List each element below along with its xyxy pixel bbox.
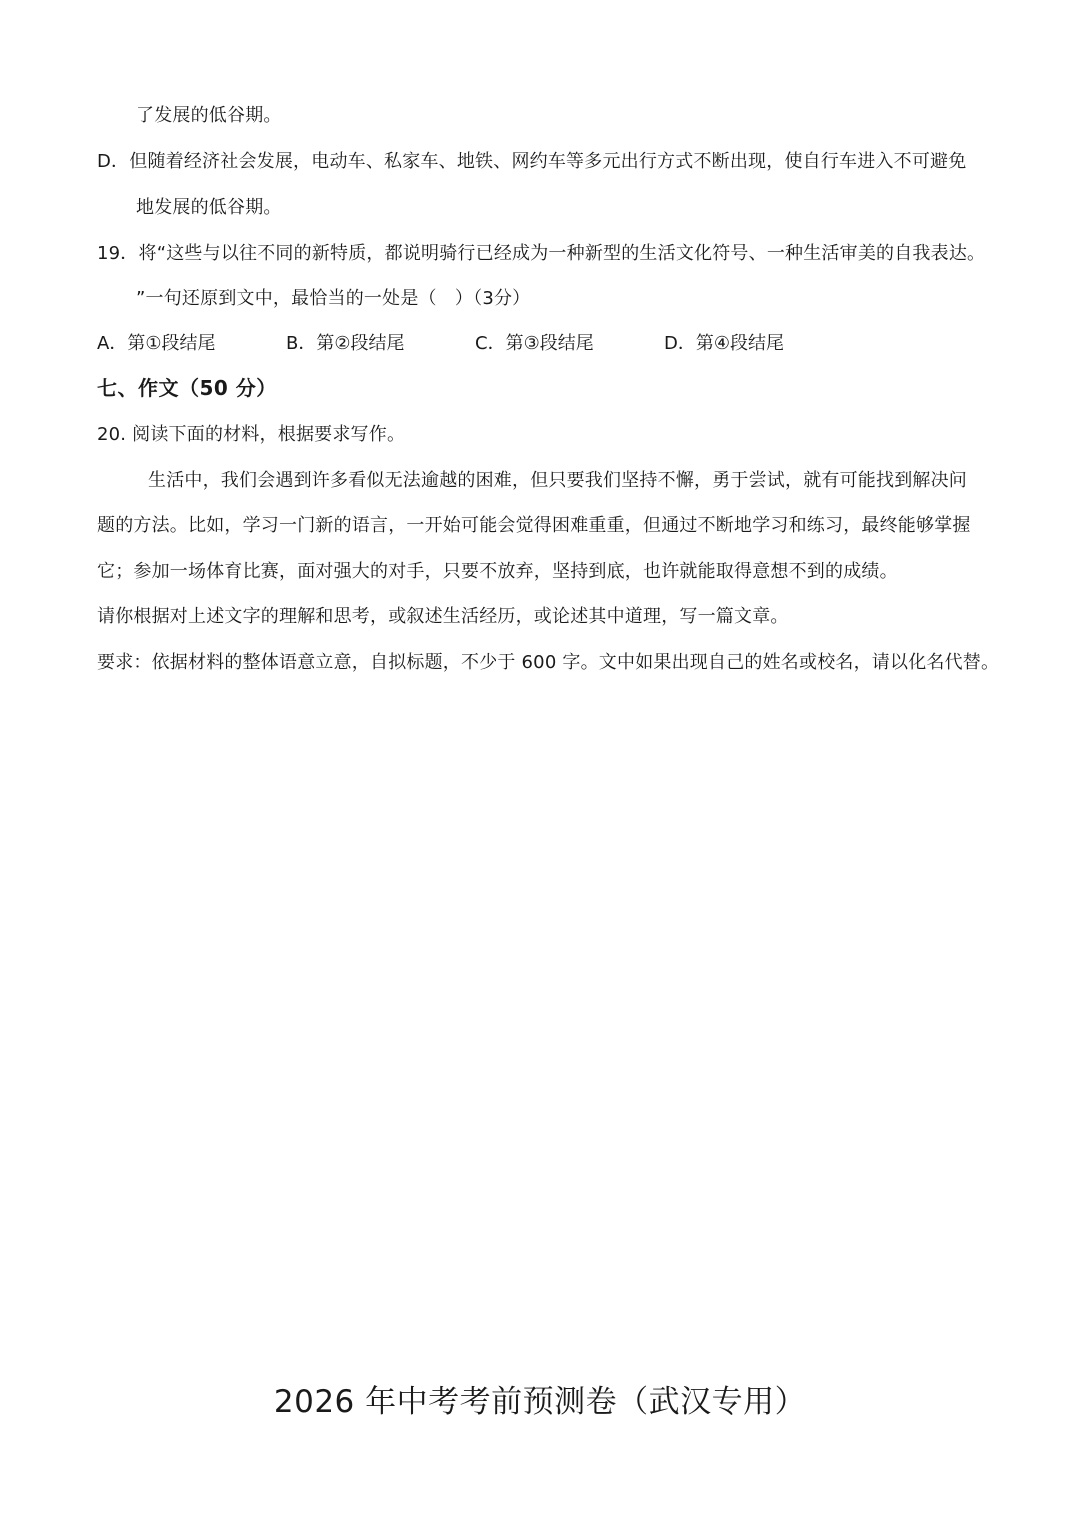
- option-c: C．第③段结尾: [475, 333, 594, 354]
- option-a: A．第①段结尾: [97, 333, 216, 354]
- option-d: D．第④段结尾: [664, 333, 784, 354]
- question-19-stem-line2: ”一句还原到文中，最恰当的一处是（ ）（3分）: [136, 288, 531, 309]
- writing-instruction: 请你根据对上述文字的理解和思考，或叙述生活经历，或论述其中道理，写一篇文章。: [97, 606, 789, 627]
- question-19-stem-line1: 19．将“这些与以往不同的新特质，都说明骑行已经成为一种新型的生活文化符号、一种生活审美的自我表达。: [97, 243, 986, 264]
- section-heading: 七、作文（50 分）: [97, 376, 277, 400]
- writing-requirement: 要求：依据材料的整体语意立意，自拟标题，不少于 600 字。文中如果出现自己的姓名或校名，请以化名代替。: [97, 652, 1000, 673]
- material-line1: 生活中，我们会遇到许多看似无法逾越的困难，但只要我们坚持不懈，勇于尝试，就有可能找到解决问: [148, 470, 967, 491]
- question-20-stem: 20. 阅读下面的材料，根据要求写作。: [97, 424, 406, 445]
- option-b: B．第②段结尾: [286, 333, 405, 354]
- page-footer-title: 2026 年中考考前预测卷（武汉专用）: [273, 1384, 807, 1420]
- option-c-continuation: 了发展的低谷期。: [136, 105, 282, 126]
- material-line3: 它；参加一场体育比赛，面对强大的对手，只要不放弃，坚持到底，也许就能取得意想不到的成绩。: [97, 561, 898, 582]
- material-line2: 题的方法。比如，学习一门新的语言，一开始可能会觉得困难重重，但通过不断地学习和练习，最终能够掌握: [97, 515, 971, 536]
- option-d-line2: 地发展的低谷期。: [136, 197, 282, 218]
- option-d-line1: D．但随着经济社会发展，电动车、私家车、地铁、网约车等多元出行方式不断出现，使自行车进入不可避免: [97, 151, 967, 172]
